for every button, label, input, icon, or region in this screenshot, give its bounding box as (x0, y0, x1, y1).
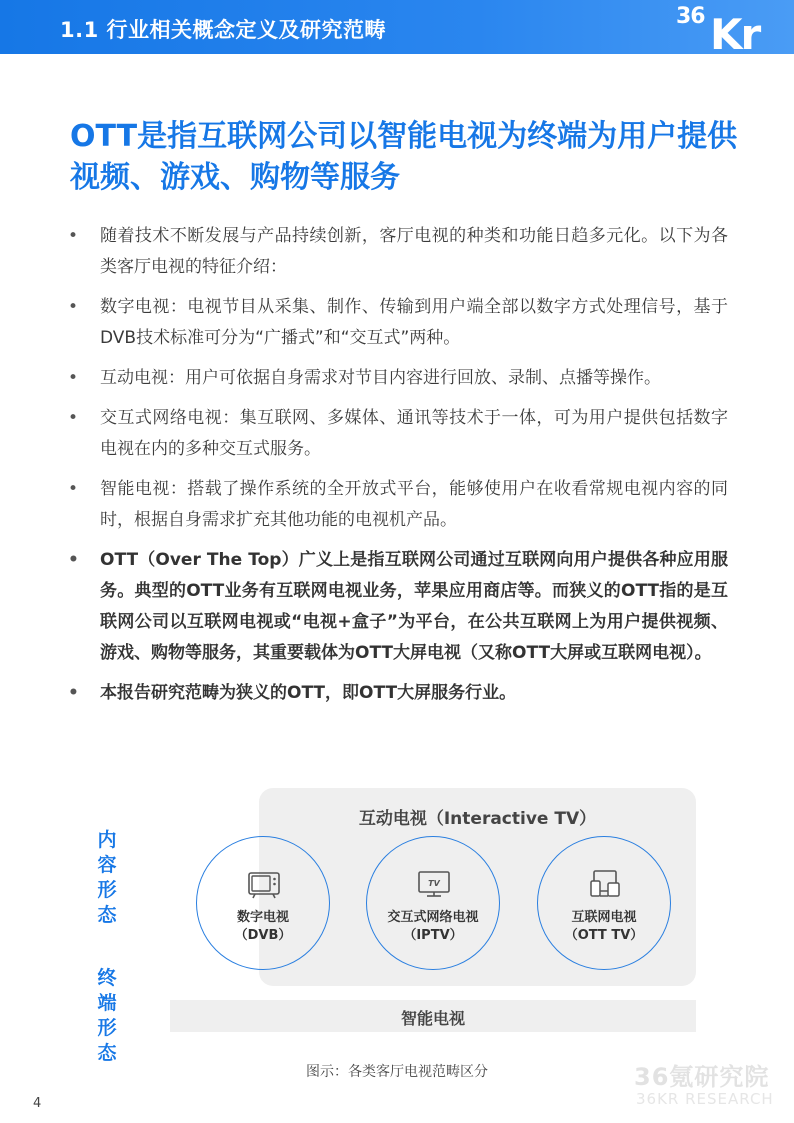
circle-line2: （DVB） (234, 928, 292, 943)
list-item (68, 403, 728, 465)
circle-line1: 互联网电视 (571, 910, 637, 925)
ott-tv-circle-text (538, 909, 670, 945)
bullet-list (68, 221, 728, 718)
devices-icon (588, 869, 622, 899)
logo-letters: Kr (710, 10, 760, 59)
figure-caption: 图示：各类客厅电视范畴区分 (306, 1064, 488, 1080)
interactive-tv-label: 互动电视（Interactive TV） (358, 809, 597, 829)
bullet-dot: • (68, 683, 79, 703)
tv-monitor-icon (417, 869, 451, 899)
watermark-en: 36KR RESEARCH (636, 1090, 774, 1108)
bullet-dot: • (68, 226, 79, 246)
circle-line1: 数字电视 (236, 910, 289, 925)
list-item-text: 智能电视：搭载了操作系统的全开放式平台，能够使用户在收看常规电视内容的同时，根据自身需求扩充其他功能的电视机产品。 (100, 479, 728, 530)
circle-line1: 交互式网络电视 (387, 910, 479, 925)
list-item-text: 互动电视：用户可依据自身需求对节目内容进行回放、录制、点播等操作。 (100, 368, 661, 388)
36kr-logo (676, 4, 786, 59)
ott-tv-circle (537, 836, 671, 970)
bullet-dot: • (68, 550, 79, 570)
smart-tv-label: 智能电视 (400, 1009, 465, 1028)
circle-line2: （OTT TV） (564, 928, 644, 943)
list-item-text: 交互式网络电视：集互联网、多媒体、通讯等技术于一体，可为用户提供包括数字电视在内的多种交互式服务。 (100, 408, 728, 459)
iptv-circle (366, 836, 500, 970)
list-item (68, 292, 728, 354)
page-title: OTT是指互联网公司以智能电视为终端为用户提供视频、游戏、购物等服务 (70, 119, 738, 195)
bullet-dot: • (68, 368, 79, 388)
content-form-label: 内容形态 (97, 829, 117, 926)
tv-scope-diagram (0, 780, 794, 1080)
bullet-dot: • (68, 297, 79, 317)
list-item-text: 随着技术不断发展与产品持续创新，客厅电视的种类和功能日趋多元化。以下为各类客厅电视的特征介绍： (100, 226, 728, 277)
list-item-text: 数字电视：电视节目从采集、制作、传输到用户端全部以数字方式处理信号，基于DVB技术标准可分为“广播式”和“交互式”两种。 (100, 297, 728, 348)
bullet-dot: • (68, 479, 79, 499)
list-item (68, 474, 728, 536)
list-item-text: OTT（Over The Top）广义上是指互联网公司通过互联网向用户提供各种应用服务。典型的OTT业务有互联网电视业务，苹果应用商店等。而狭义的OTT指的是互联网公司以互联网电视或“电视+盒子”为平台，在公共互联网上为用户提供视频、游戏、购物等服务，其重要载体为OTT大屏电视（又称OTT大屏或互联网电视）。 (100, 550, 728, 663)
terminal-form-label: 终端形态 (97, 967, 117, 1064)
list-item-scope (68, 678, 728, 709)
dvb-circle-text (197, 909, 329, 945)
logo-number: 36 (676, 4, 705, 29)
header-bar (0, 0, 794, 59)
page-number: 4 (33, 1096, 42, 1111)
list-item (68, 221, 728, 283)
iptv-circle-text (367, 909, 499, 945)
list-item-text: 本报告研究范畴为狭义的OTT，即OTT大屏服务行业。 (100, 683, 517, 703)
bullet-dot: • (68, 408, 79, 428)
dvb-circle (196, 836, 330, 970)
watermark-cn: 36氪研究院 (634, 1063, 770, 1091)
list-item (68, 363, 728, 394)
circle-line2: （IPTV） (403, 928, 463, 943)
tv-icon-text: TV (428, 879, 440, 888)
crt-tv-icon (247, 869, 281, 899)
list-item-ott-definition (68, 545, 728, 669)
section-title: 1.1 行业相关概念定义及研究范畴 (60, 18, 387, 42)
